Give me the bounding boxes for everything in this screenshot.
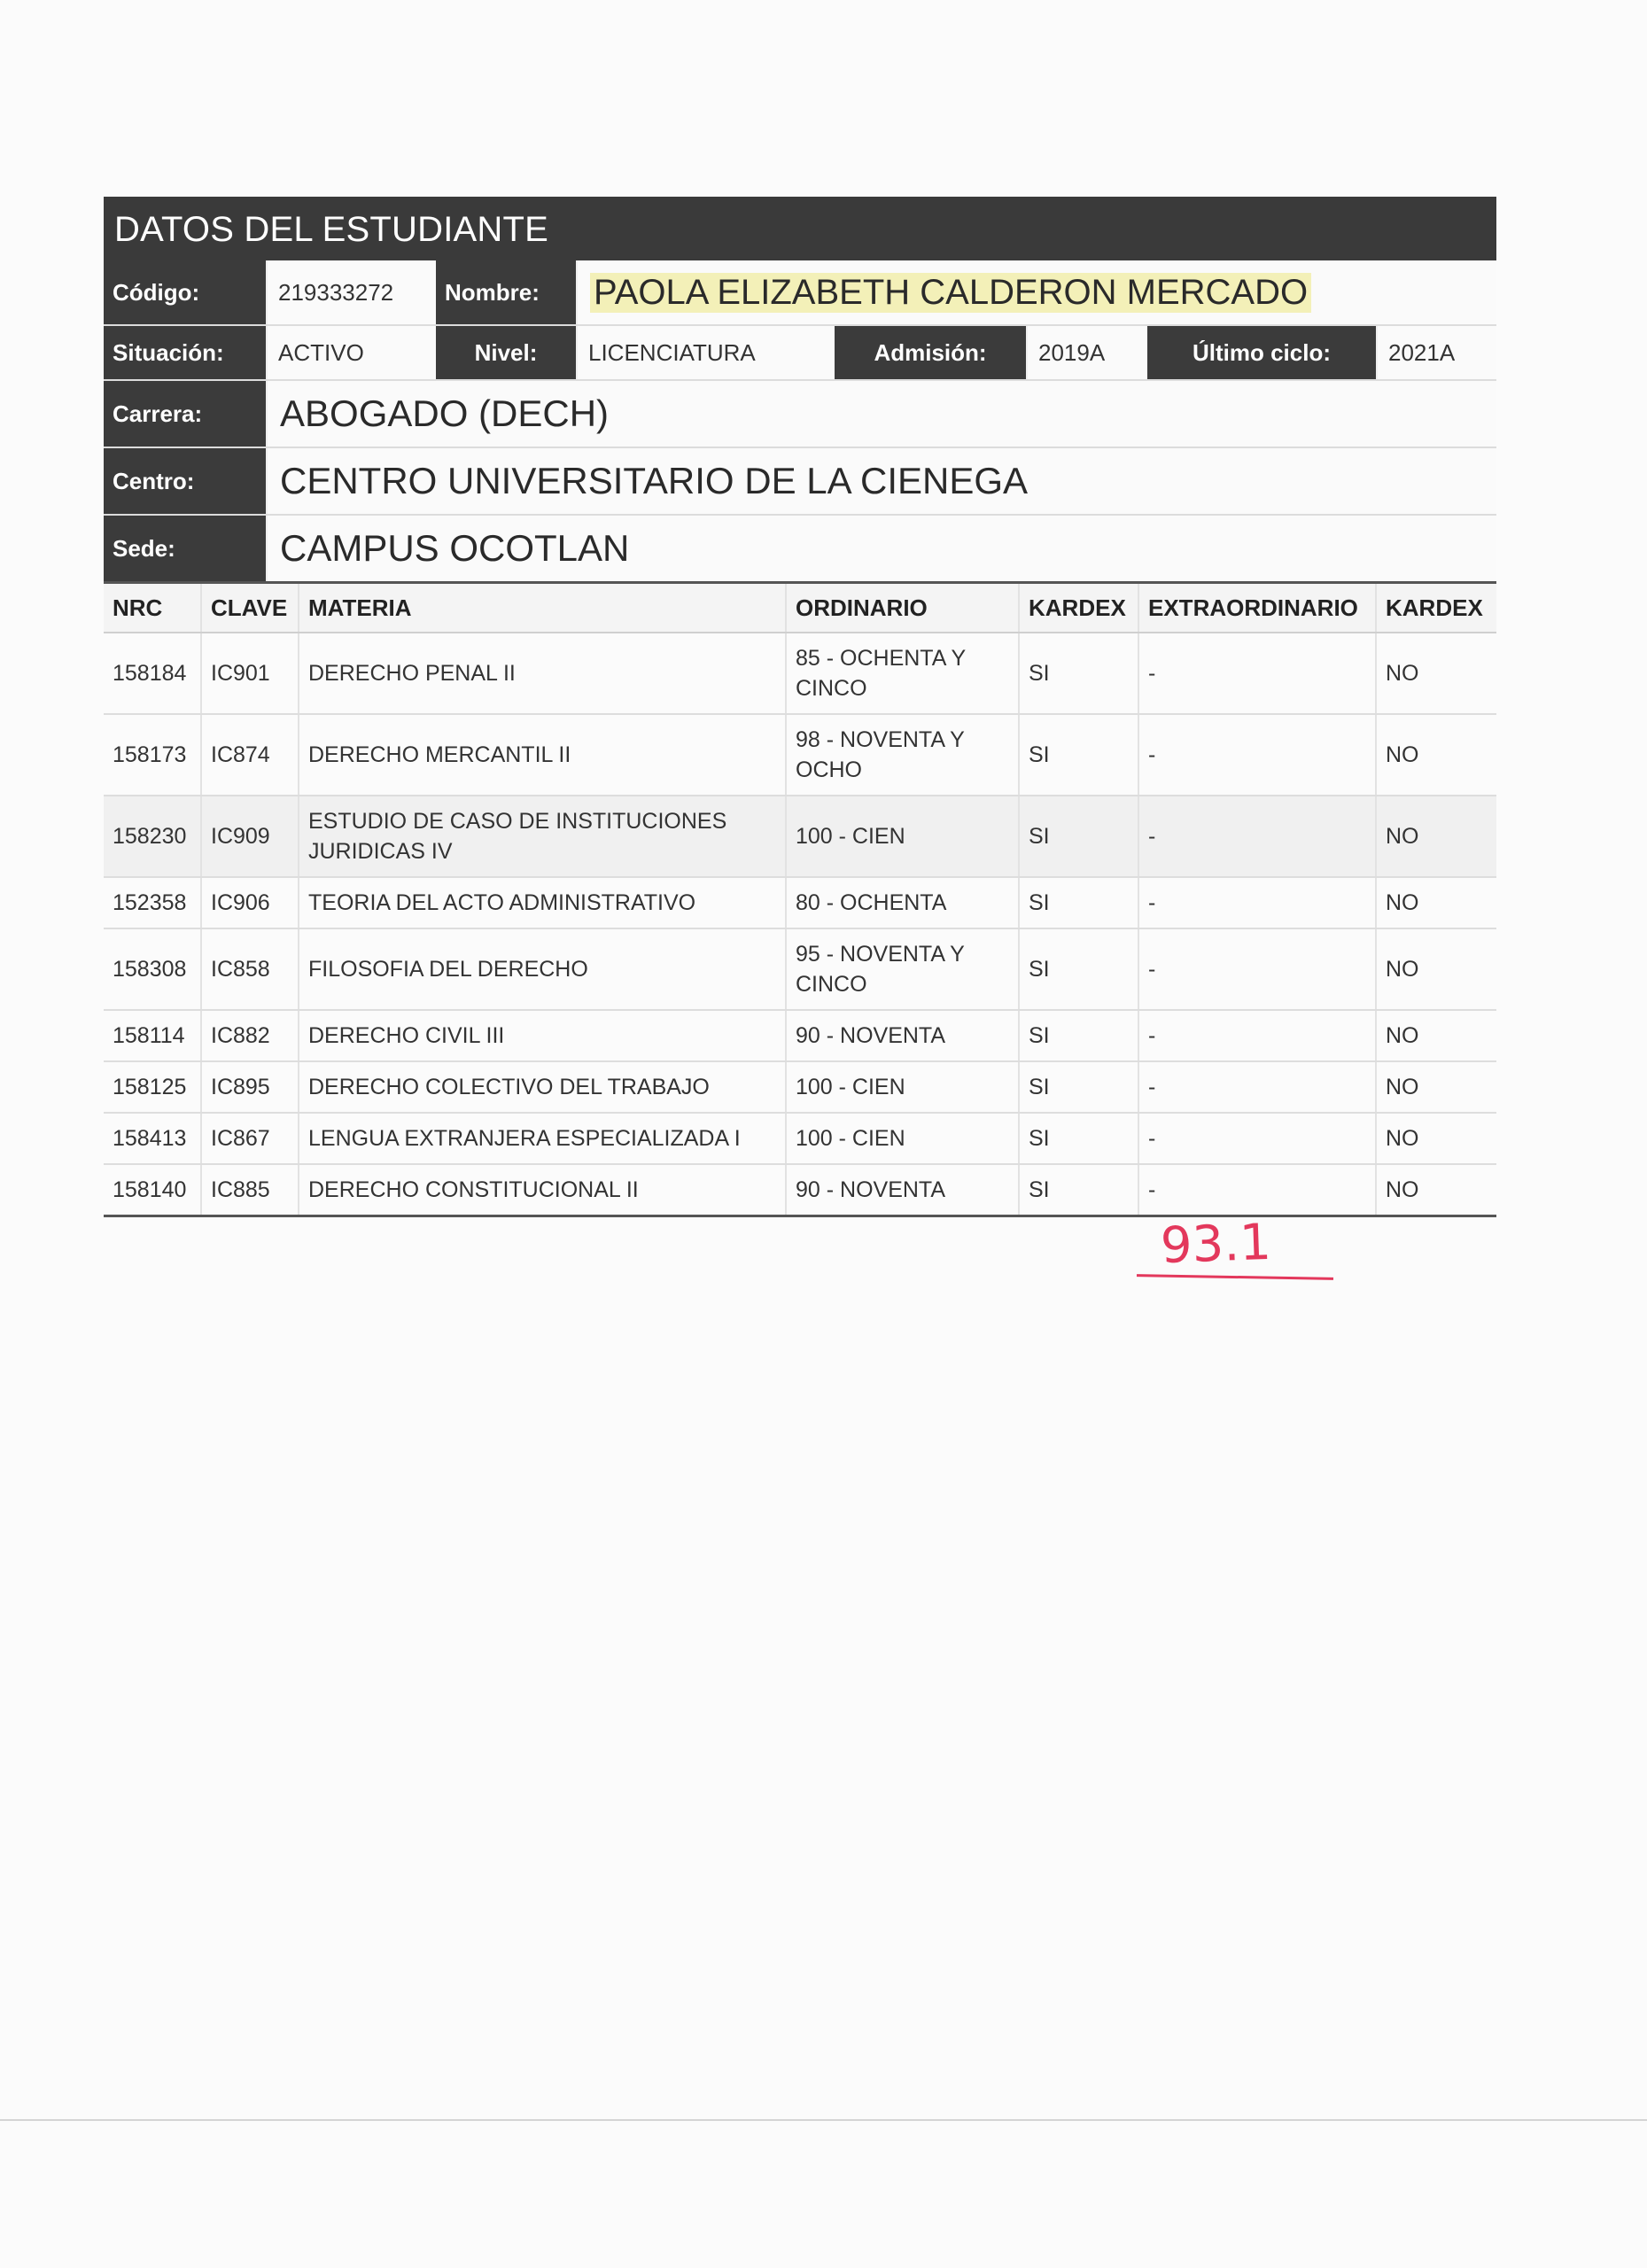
- nombre-value: [578, 260, 1496, 324]
- table-row: [104, 796, 1496, 877]
- cell-ordinario: 90 - NOVENTA: [786, 1164, 1019, 1216]
- nombre-label: Nombre:: [436, 260, 578, 324]
- cell-kardex: SI: [1019, 714, 1138, 796]
- col-materia: MATERIA: [299, 583, 786, 633]
- cell-ordinario: 85 - OCHENTA Y CINCO: [786, 633, 1019, 714]
- ultimo-ciclo-value: 2021A: [1388, 338, 1456, 366]
- cell-nrc: 158413: [104, 1113, 201, 1164]
- row-sede: [104, 516, 1496, 581]
- cell-kardex: SI: [1019, 877, 1138, 928]
- cell-kardex-extra: NO: [1376, 928, 1496, 1010]
- col-kardex-extra: KARDEX: [1376, 583, 1496, 633]
- handwritten-underline: [1137, 1274, 1333, 1280]
- cell-nrc: 158308: [104, 928, 201, 1010]
- centro-value: CENTRO UNIVERSITARIO DE LA CIENEGA: [280, 460, 1029, 501]
- table-row: [104, 633, 1496, 714]
- cell-kardex-extra: NO: [1376, 796, 1496, 877]
- cell-nrc: 158184: [104, 633, 201, 714]
- sede-value: CAMPUS OCOTLAN: [280, 527, 630, 569]
- cell-materia: TEORIA DEL ACTO ADMINISTRATIVO: [299, 877, 786, 928]
- row-centro: [104, 448, 1496, 516]
- carrera-value: ABOGADO (DECH): [280, 392, 610, 434]
- table-row: [104, 1061, 1496, 1113]
- cell-kardex-extra: NO: [1376, 877, 1496, 928]
- cell-materia: ESTUDIO DE CASO DE INSTITUCIONES JURIDICAS IV: [299, 796, 786, 877]
- table-row: [104, 1113, 1496, 1164]
- cell-kardex: SI: [1019, 1061, 1138, 1113]
- table-row: [104, 877, 1496, 928]
- student-record-sheet: [104, 197, 1496, 1217]
- cell-clave: IC906: [201, 877, 299, 928]
- cell-ordinario: 100 - CIEN: [786, 1061, 1019, 1113]
- cell-ordinario: 98 - NOVENTA Y OCHO: [786, 714, 1019, 796]
- nombre-highlight: PAOLA ELIZABETH CALDERON MERCADO: [590, 273, 1311, 313]
- cell-kardex-extra: NO: [1376, 714, 1496, 796]
- row-codigo-nombre: [104, 260, 1496, 326]
- cell-materia: DERECHO CIVIL III: [299, 1010, 786, 1061]
- cell-kardex: SI: [1019, 796, 1138, 877]
- carrera-label: Carrera:: [104, 381, 268, 447]
- cell-kardex: SI: [1019, 1113, 1138, 1164]
- table-row: [104, 1010, 1496, 1061]
- cell-materia: DERECHO MERCANTIL II: [299, 714, 786, 796]
- cell-ordinario: 80 - OCHENTA: [786, 877, 1019, 928]
- cell-kardex: SI: [1019, 928, 1138, 1010]
- cell-nrc: 158140: [104, 1164, 201, 1216]
- nivel-value: LICENCIATURA: [588, 338, 756, 366]
- cell-kardex-extra: NO: [1376, 1010, 1496, 1061]
- cell-kardex-extra: NO: [1376, 633, 1496, 714]
- row-carrera: [104, 381, 1496, 448]
- col-ordinario: ORDINARIO: [786, 583, 1019, 633]
- cell-extraordinario: -: [1138, 1061, 1376, 1113]
- cell-kardex-extra: NO: [1376, 1164, 1496, 1216]
- cell-extraordinario: -: [1138, 928, 1376, 1010]
- cell-materia: LENGUA EXTRANJERA ESPECIALIZADA I: [299, 1113, 786, 1164]
- col-extraordinario: EXTRAORDINARIO: [1138, 583, 1376, 633]
- cell-clave: IC909: [201, 796, 299, 877]
- handwritten-average: 93.1: [1159, 1213, 1272, 1276]
- cell-kardex-extra: NO: [1376, 1113, 1496, 1164]
- nivel-label: Nivel:: [436, 326, 578, 379]
- grades-header-row: [104, 583, 1496, 633]
- cell-nrc: 158173: [104, 714, 201, 796]
- cell-kardex: SI: [1019, 633, 1138, 714]
- admision-label: Admisión:: [835, 326, 1028, 379]
- cell-materia: FILOSOFIA DEL DERECHO: [299, 928, 786, 1010]
- situacion-label: Situación:: [104, 326, 268, 379]
- cell-extraordinario: -: [1138, 877, 1376, 928]
- cell-materia: DERECHO COLECTIVO DEL TRABAJO: [299, 1061, 786, 1113]
- codigo-value: 219333272: [278, 278, 394, 306]
- cell-extraordinario: -: [1138, 1164, 1376, 1216]
- table-row: [104, 714, 1496, 796]
- cell-clave: IC885: [201, 1164, 299, 1216]
- cell-kardex-extra: NO: [1376, 1061, 1496, 1113]
- admision-value: 2019A: [1038, 338, 1106, 366]
- cell-extraordinario: -: [1138, 1010, 1376, 1061]
- cell-extraordinario: -: [1138, 1113, 1376, 1164]
- col-nrc: NRC: [104, 583, 201, 633]
- cell-ordinario: 90 - NOVENTA: [786, 1010, 1019, 1061]
- table-row: [104, 1164, 1496, 1216]
- ultimo-ciclo-label: Último ciclo:: [1147, 326, 1378, 379]
- cell-nrc: 152358: [104, 877, 201, 928]
- scan-edge-divider: [0, 2119, 1647, 2121]
- row-situacion: [104, 326, 1496, 381]
- situacion-value: ACTIVO: [278, 338, 364, 366]
- grades-table: [104, 581, 1496, 1217]
- cell-ordinario: 95 - NOVENTA Y CINCO: [786, 928, 1019, 1010]
- cell-extraordinario: -: [1138, 633, 1376, 714]
- cell-clave: IC858: [201, 928, 299, 1010]
- codigo-label: Código:: [104, 260, 268, 324]
- cell-materia: DERECHO PENAL II: [299, 633, 786, 714]
- cell-clave: IC901: [201, 633, 299, 714]
- section-title: DATOS DEL ESTUDIANTE: [104, 197, 1496, 260]
- col-kardex: KARDEX: [1019, 583, 1138, 633]
- cell-extraordinario: -: [1138, 796, 1376, 877]
- cell-nrc: 158125: [104, 1061, 201, 1113]
- cell-clave: IC895: [201, 1061, 299, 1113]
- col-clave: CLAVE: [201, 583, 299, 633]
- cell-clave: IC882: [201, 1010, 299, 1061]
- table-row: [104, 928, 1496, 1010]
- sede-label: Sede:: [104, 516, 268, 581]
- cell-clave: IC874: [201, 714, 299, 796]
- centro-label: Centro:: [104, 448, 268, 514]
- cell-nrc: 158230: [104, 796, 201, 877]
- cell-materia: DERECHO CONSTITUCIONAL II: [299, 1164, 786, 1216]
- cell-extraordinario: -: [1138, 714, 1376, 796]
- cell-ordinario: 100 - CIEN: [786, 796, 1019, 877]
- cell-kardex: SI: [1019, 1164, 1138, 1216]
- cell-nrc: 158114: [104, 1010, 201, 1061]
- cell-clave: IC867: [201, 1113, 299, 1164]
- cell-ordinario: 100 - CIEN: [786, 1113, 1019, 1164]
- cell-kardex: SI: [1019, 1010, 1138, 1061]
